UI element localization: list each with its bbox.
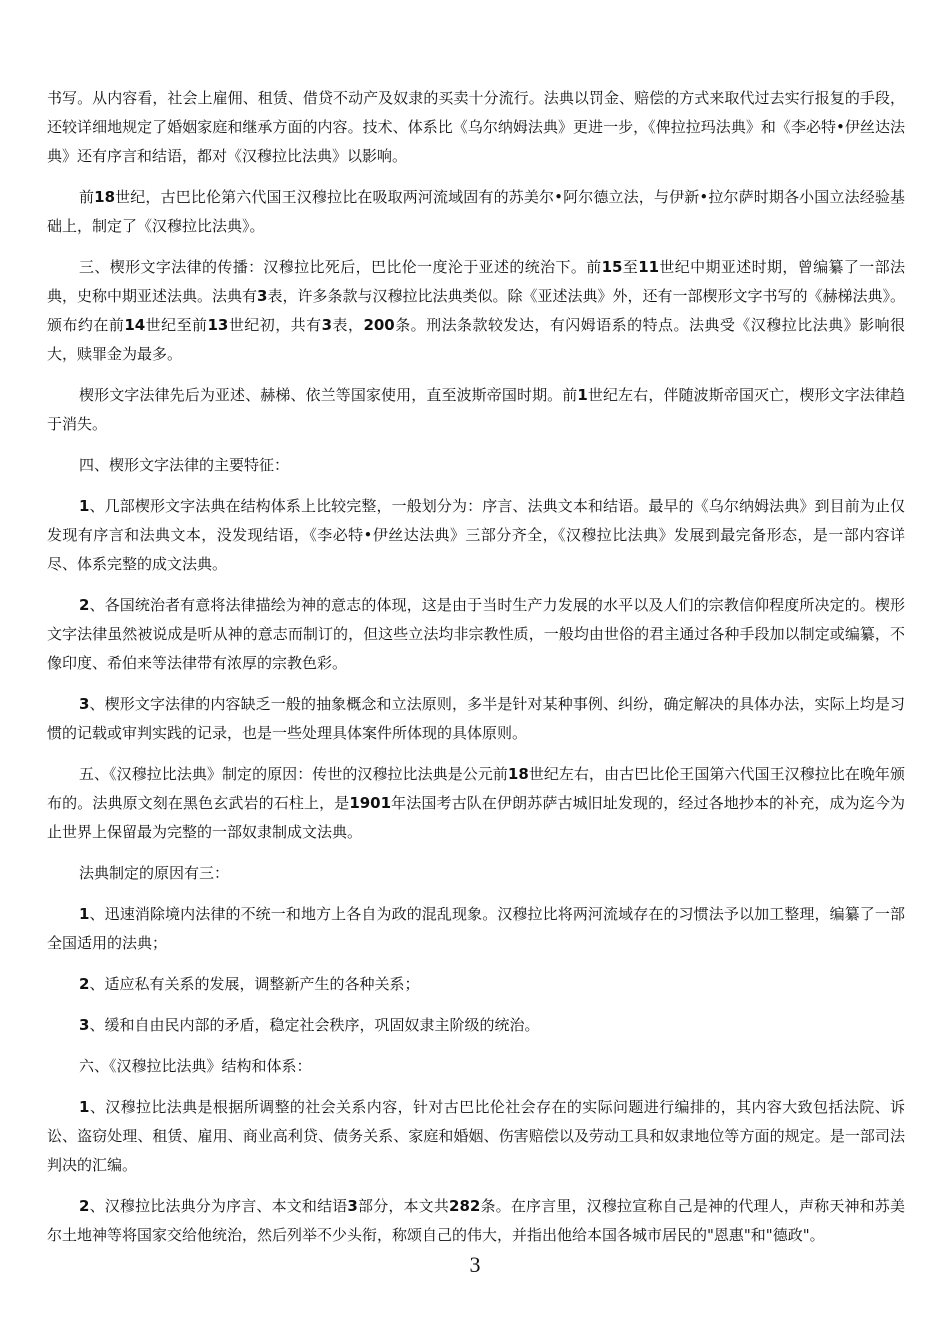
paragraph: 2、适应私有关系的发展，调整新产生的各种关系； <box>79 975 420 993</box>
paragraph: 四、楔形文字法律的主要特征： <box>79 456 290 474</box>
body-text <box>47 84 905 1250</box>
paragraph: 1、几部楔形文字法典在结构体系上比较完整，一般划分为：序言、法典文本和结语。最早的《乌尔纳姆法典》到目前为止仅发现有序言和法典文本，没发现结语，《李必特•伊丝达法典》三部分齐全，《汉穆拉比法典》发展到最完备形态，是一部内容详尽、体系完整的成文法典。 <box>47 497 905 573</box>
paragraph: 法典制定的原因有三： <box>79 864 230 882</box>
paragraph: 2、汉穆拉比法典分为序言、本文和结语3部分，本文共282条。在序言里，汉穆拉宣称自己是神的代理人，声称天神和苏美尔土地神等将国家交给他统治，然后列举不少头衔，称颂自己的伟大，并指出他给本国各城市居民的"恩惠"和"德政"。 <box>47 1197 905 1244</box>
paragraph: 前18世纪，古巴比伦第六代国王汉穆拉比在吸取两河流域固有的苏美尔•阿尔德立法，与伊新•拉尔萨时期各小国立法经验基础上，制定了《汉穆拉比法典》。 <box>47 188 905 235</box>
paragraph: 六、《汉穆拉比法典》结构和体系： <box>79 1057 312 1075</box>
paragraph: 三、楔形文字法律的传播：汉穆拉比死后，巴比伦一度沦于亚述的统治下。前15至11世纪中期亚述时期，曾编纂了一部法典，史称中期亚述法典。法典有3表，许多条款与汉穆拉比法典类似。除《亚述法典》外，还有一部楔形文字书写的《赫梯法典》。颁布约在前14世纪至前13世纪初，共有3表，200条。刑法条款较发达，有闪姆语系的特点。法典受《汉穆拉比法典》影响很大，赎罪金为最多。 <box>47 258 905 363</box>
paragraph: 楔形文字法律先后为亚述、赫梯、依兰等国家使用，直至波斯帝国时期。前1世纪左右，伴随波斯帝国灭亡，楔形文字法律趋于消失。 <box>47 386 905 433</box>
paragraph: 五、《汉穆拉比法典》制定的原因：传世的汉穆拉比法典是公元前18世纪左右，由古巴比伦王国第六代国王汉穆拉比在晚年颁布的。法典原文刻在黑色玄武岩的石柱上，是1901年法国考古队在伊朗苏萨古城旧址发现的，经过各地抄本的补充，成为迄今为止世界上保留最为完整的一部奴隶制成文法典。 <box>47 765 905 841</box>
paragraph: 1、迅速消除境内法律的不统一和地方上各自为政的混乱现象。汉穆拉比将两河流域存在的习惯法予以加工整理，编纂了一部全国适用的法典； <box>47 905 905 952</box>
paragraph: 3、缓和自由民内部的矛盾，稳定社会秩序，巩固奴隶主阶级的统治。 <box>79 1016 540 1034</box>
paragraph: 3、楔形文字法律的内容缺乏一般的抽象概念和立法原则，多半是针对某种事例、纠纷，确定解决的具体办法，实际上均是习惯的记载或审判实践的记录，也是一些处理具体案件所体现的具体原则。 <box>47 695 905 742</box>
paragraph: 1、汉穆拉比法典是根据所调整的社会关系内容，针对古巴比伦社会存在的实际问题进行编排的，其内容大致包括法院、诉讼、盗窃处理、租赁、雇用、商业高利贷、债务关系、家庭和婚姻、伤害赔偿以及劳动工具和奴隶地位等方面的规定。是一部司法判决的汇编。 <box>47 1098 905 1174</box>
page-number: 3 <box>469 1252 481 1277</box>
paragraph: 2、各国统治者有意将法律描绘为神的意志的体现，这是由于当时生产力发展的水平以及人们的宗教信仰程度所决定的。楔形文字法律虽然被说成是听从神的意志而制订的，但这些立法均非宗教性质，一般均由世俗的君主通过各种手段加以制定或编纂，不像印度、希伯来等法律带有浓厚的宗教色彩。 <box>47 596 905 672</box>
paragraph: 书写。从内容看，社会上雇佣、租赁、借贷不动产及奴隶的买卖十分流行。法典以罚金、赔偿的方式来取代过去实行报复的手段，还较详细地规定了婚姻家庭和继承方面的内容。技术、体系比《乌尔纳姆法典》更进一步，《俾拉拉玛法典》和《李必特•伊丝达法典》还有序言和结语，都对《汉穆拉比法典》以影响。 <box>47 89 905 165</box>
